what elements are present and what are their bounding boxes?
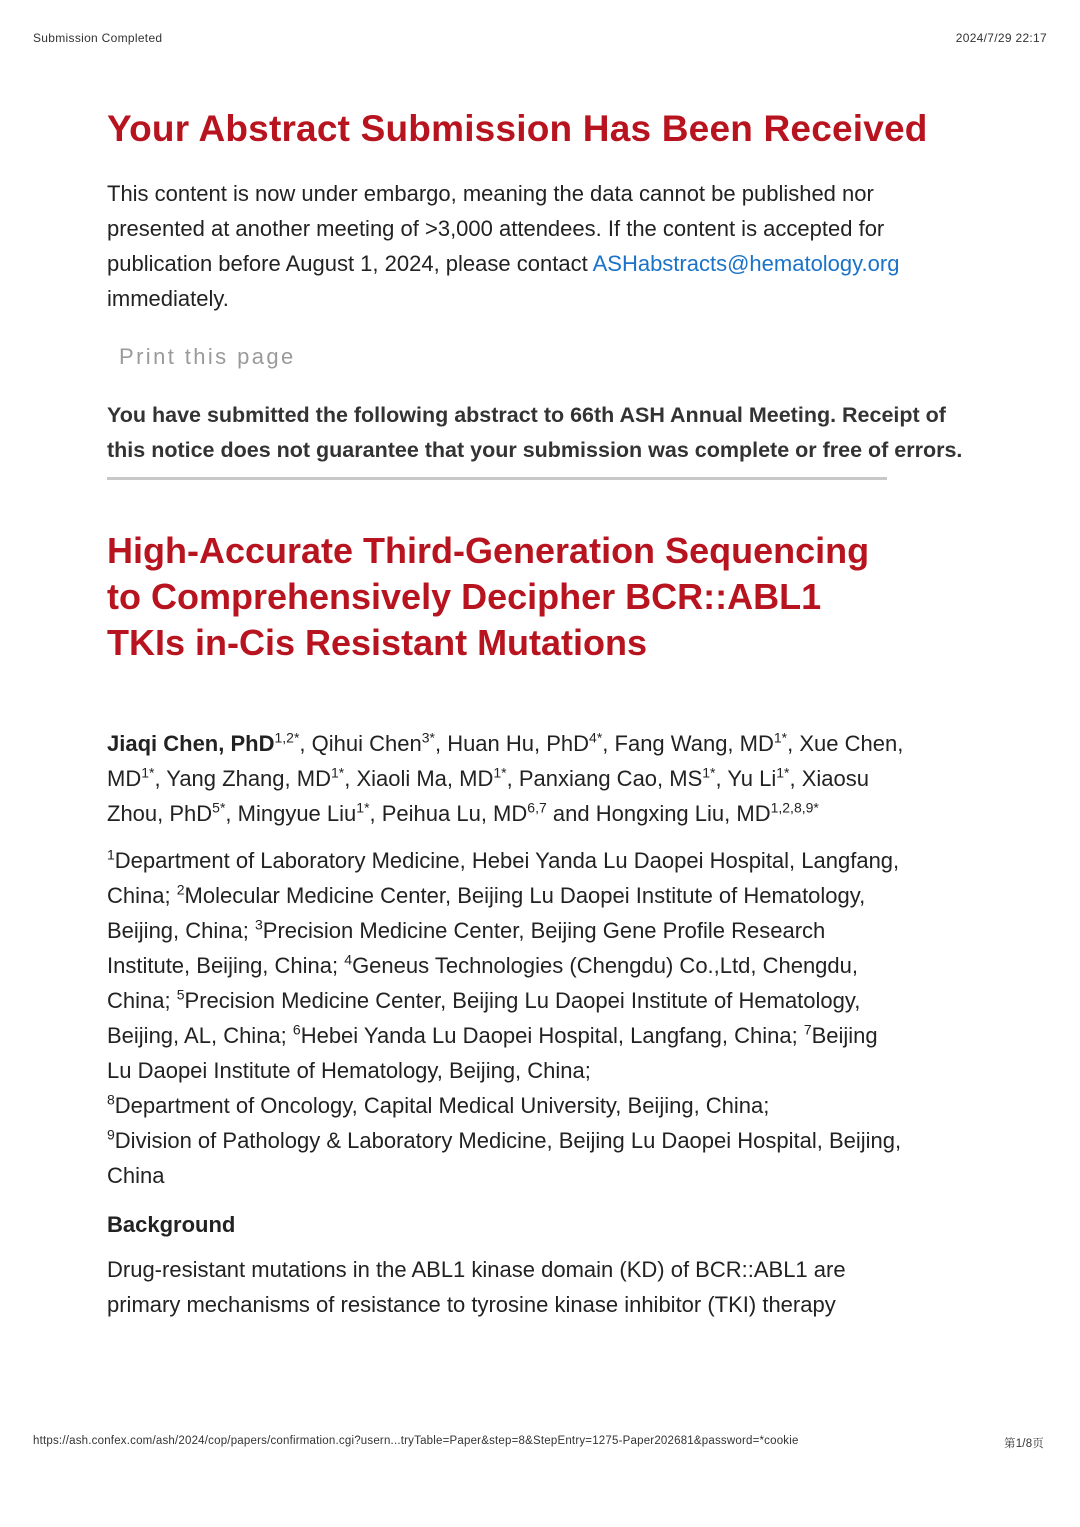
affil-num: 9	[107, 1126, 115, 1143]
print-header	[33, 31, 1047, 45]
contact-email-link[interactable]: ASHabstracts@hematology.org	[592, 251, 900, 276]
affil-text: Department of Oncology, Capital Medical University, Beijing, China	[114, 1093, 764, 1118]
embargo-text: This content is now under embargo, meaning the data cannot be published nor presented at another meeting of >3,000 attendees. If the content is accepted for publication before August 1, 2024, please contact	[107, 181, 885, 276]
author-name: Mingyue Liu	[237, 801, 357, 826]
author-list: Jiaqi Chen, PhD$^{1,2*}$, Qihui Chen$^{3*}$, Huan Hu, PhD$^{4*}$, Fang Wang, $MD^{1*}$, Xue Chen, $MD^{1*}$, Yang Zhang, $MD^{1*}$, Xiaoli Ma, $MD^{1*}$, Panxiang Cao, $MS^{1*}$, Yu $Li^{1*}$, Xiaosu Zhou, PhD$^{5*}$, Mingyue Liu$^{1*}$, Peihua Lu, MD$^{6,7}$ and Hongxing Liu, $MD^{1,2,8,9*}$	[107, 729, 904, 826]
author-affil-sup: 6,7	[527, 799, 547, 816]
author-affil-sup: 1*	[493, 764, 507, 781]
submission-notice: You have submitted the following abstract to 66th ASH Annual Meeting. Receipt of this notice does not guarantee that your submission was complete or free of errors.	[107, 403, 963, 462]
affil-num: 3	[254, 916, 263, 933]
affil-text: Hebei Yanda Lu Daopei Hospital, Langfang, China	[300, 1023, 792, 1048]
background-text: Drug-resistant mutations in the ABL1 kinase domain (KD) of BCR::ABL1 are primary mechanisms of resistance to tyrosine kinase inhibitor (TKI) therapy	[107, 1257, 846, 1317]
author-name: Fang Wang, MD	[614, 731, 774, 756]
affil-num: 4	[344, 951, 353, 968]
author-name: Peihua Lu, MD	[381, 801, 528, 826]
author-affil-sup: 3*	[421, 729, 435, 746]
affil-num: 2	[176, 881, 185, 898]
abstract-title: High-Accurate Third-Generation Sequencing to Comprehensively Decipher BCR::ABL1 TKIs in-Cis Resistant Mutations	[107, 530, 870, 663]
author-affil-sup: 4*	[589, 729, 603, 746]
author-affil-sup: 1,2*	[274, 729, 300, 746]
embargo-tail: immediately.	[107, 286, 229, 311]
author-name: Jiaqi Chen, PhD	[107, 731, 275, 756]
embargo-notice	[107, 176, 957, 316]
affil-text: Beijing Lu Daopei Institute of Hematology, Beijing, China	[107, 1023, 878, 1083]
affil-num: 6	[292, 1021, 301, 1038]
author-name: Panxiang Cao, MS	[518, 766, 703, 791]
affil-num: 8	[107, 1091, 115, 1108]
author-affil-sup: 5*	[212, 799, 226, 816]
affil-text: Department of Laboratory Medicine, Hebei Yanda Lu Daopei Hospital, Langfang, China	[107, 848, 900, 908]
author-name: Xue Chen, MD	[107, 731, 904, 791]
author-affil-sup: 1*	[356, 799, 370, 816]
affil-text: Molecular Medicine Center, Beijing Lu Daopei Institute of Hematology, Beijing, China	[107, 883, 866, 943]
author-name: Huan Hu, PhD	[447, 731, 590, 756]
print-header-title: Submission Completed	[33, 31, 163, 45]
affil-num: 5	[176, 986, 185, 1003]
print-page-button[interactable]: Print this page	[119, 344, 296, 369]
author-name: Xiaosu Zhou, PhD	[107, 766, 870, 826]
author-affil-sup: 1*	[776, 764, 790, 781]
print-footer-url: https://ash.confex.com/ash/2024/cop/papers/confirmation.cgi?usern...tryTable=Paper&step=8&StepEntry=1275-Paper202681&password=*cookie	[33, 1435, 799, 1447]
author-name: Xiaoli Ma, MD	[356, 766, 494, 791]
author-affil-sup: 1*	[702, 764, 716, 781]
author-name: Hongxing Liu, MD	[595, 801, 771, 826]
author-affil-sup: 1,2,8,9*	[770, 799, 819, 816]
background-heading: Background	[107, 1212, 236, 1237]
author-conjunction: and	[552, 801, 590, 826]
affiliation-list: $^1$Department of Laboratory Medicine, Hebei Yanda Lu Daopei Hospital, Langfang, China; $^2$Molecular Medicine Center, Beijing Lu Daopei Institute of Hematology, Beijing, China; $^3$Precision Medicine Center, Beijing Gene Profile Research Institute, Beijing, China; $^4$Geneus Technologies (Chengdu) Co.,Ltd, Chengdu, China; $^5$Precision Medicine Center, Beijing Lu Daopei Institute of Hematology, Beijing, AL, China; $^6$Hebei Yanda Lu Daopei Hospital, Langfang, China; $^7$Beijing Lu Daopei Institute of Hematology, Beijing, China; $^8$Department of Oncology, Capital Medical University, Beijing, China; $^9$Division of Pathology & Laboratory Medicine, Beijing Lu Daopei Hospital, Beijing, China	[107, 846, 902, 1188]
author-name: Yang Zhang, MD	[166, 766, 331, 791]
page-title: Your Abstract Submission Has Been Received	[107, 108, 928, 149]
author-affil-sup: 1*	[773, 729, 788, 746]
print-header-datetime: 2024/7/29 22:17	[955, 31, 1047, 45]
affil-text: Precision Medicine Center, Beijing Gene Profile Research Institute, Beijing, China	[107, 918, 826, 978]
affil-num: 7	[803, 1021, 812, 1038]
print-footer	[33, 1435, 1044, 1451]
author-affil-sup: 1*	[141, 764, 155, 781]
author-name: Qihui Chen	[311, 731, 422, 756]
divider	[107, 477, 887, 480]
affil-text: Precision Medicine Center, Beijing Lu Daopei Institute of Hematology, Beijing, AL, China	[107, 988, 861, 1048]
affil-num: 1	[107, 846, 115, 863]
page-content	[107, 104, 977, 1322]
author-name: Yu Li	[727, 766, 777, 791]
author-affil-sup: 1*	[330, 764, 345, 781]
print-footer-page: 第1/8页	[1004, 1438, 1044, 1450]
affil-text: Division of Pathology & Laboratory Medicine, Beijing Lu Daopei Hospital, Beijing, China	[107, 1128, 902, 1188]
affil-text: Geneus Technologies (Chengdu) Co.,Ltd, Chengdu, China	[107, 953, 858, 1013]
